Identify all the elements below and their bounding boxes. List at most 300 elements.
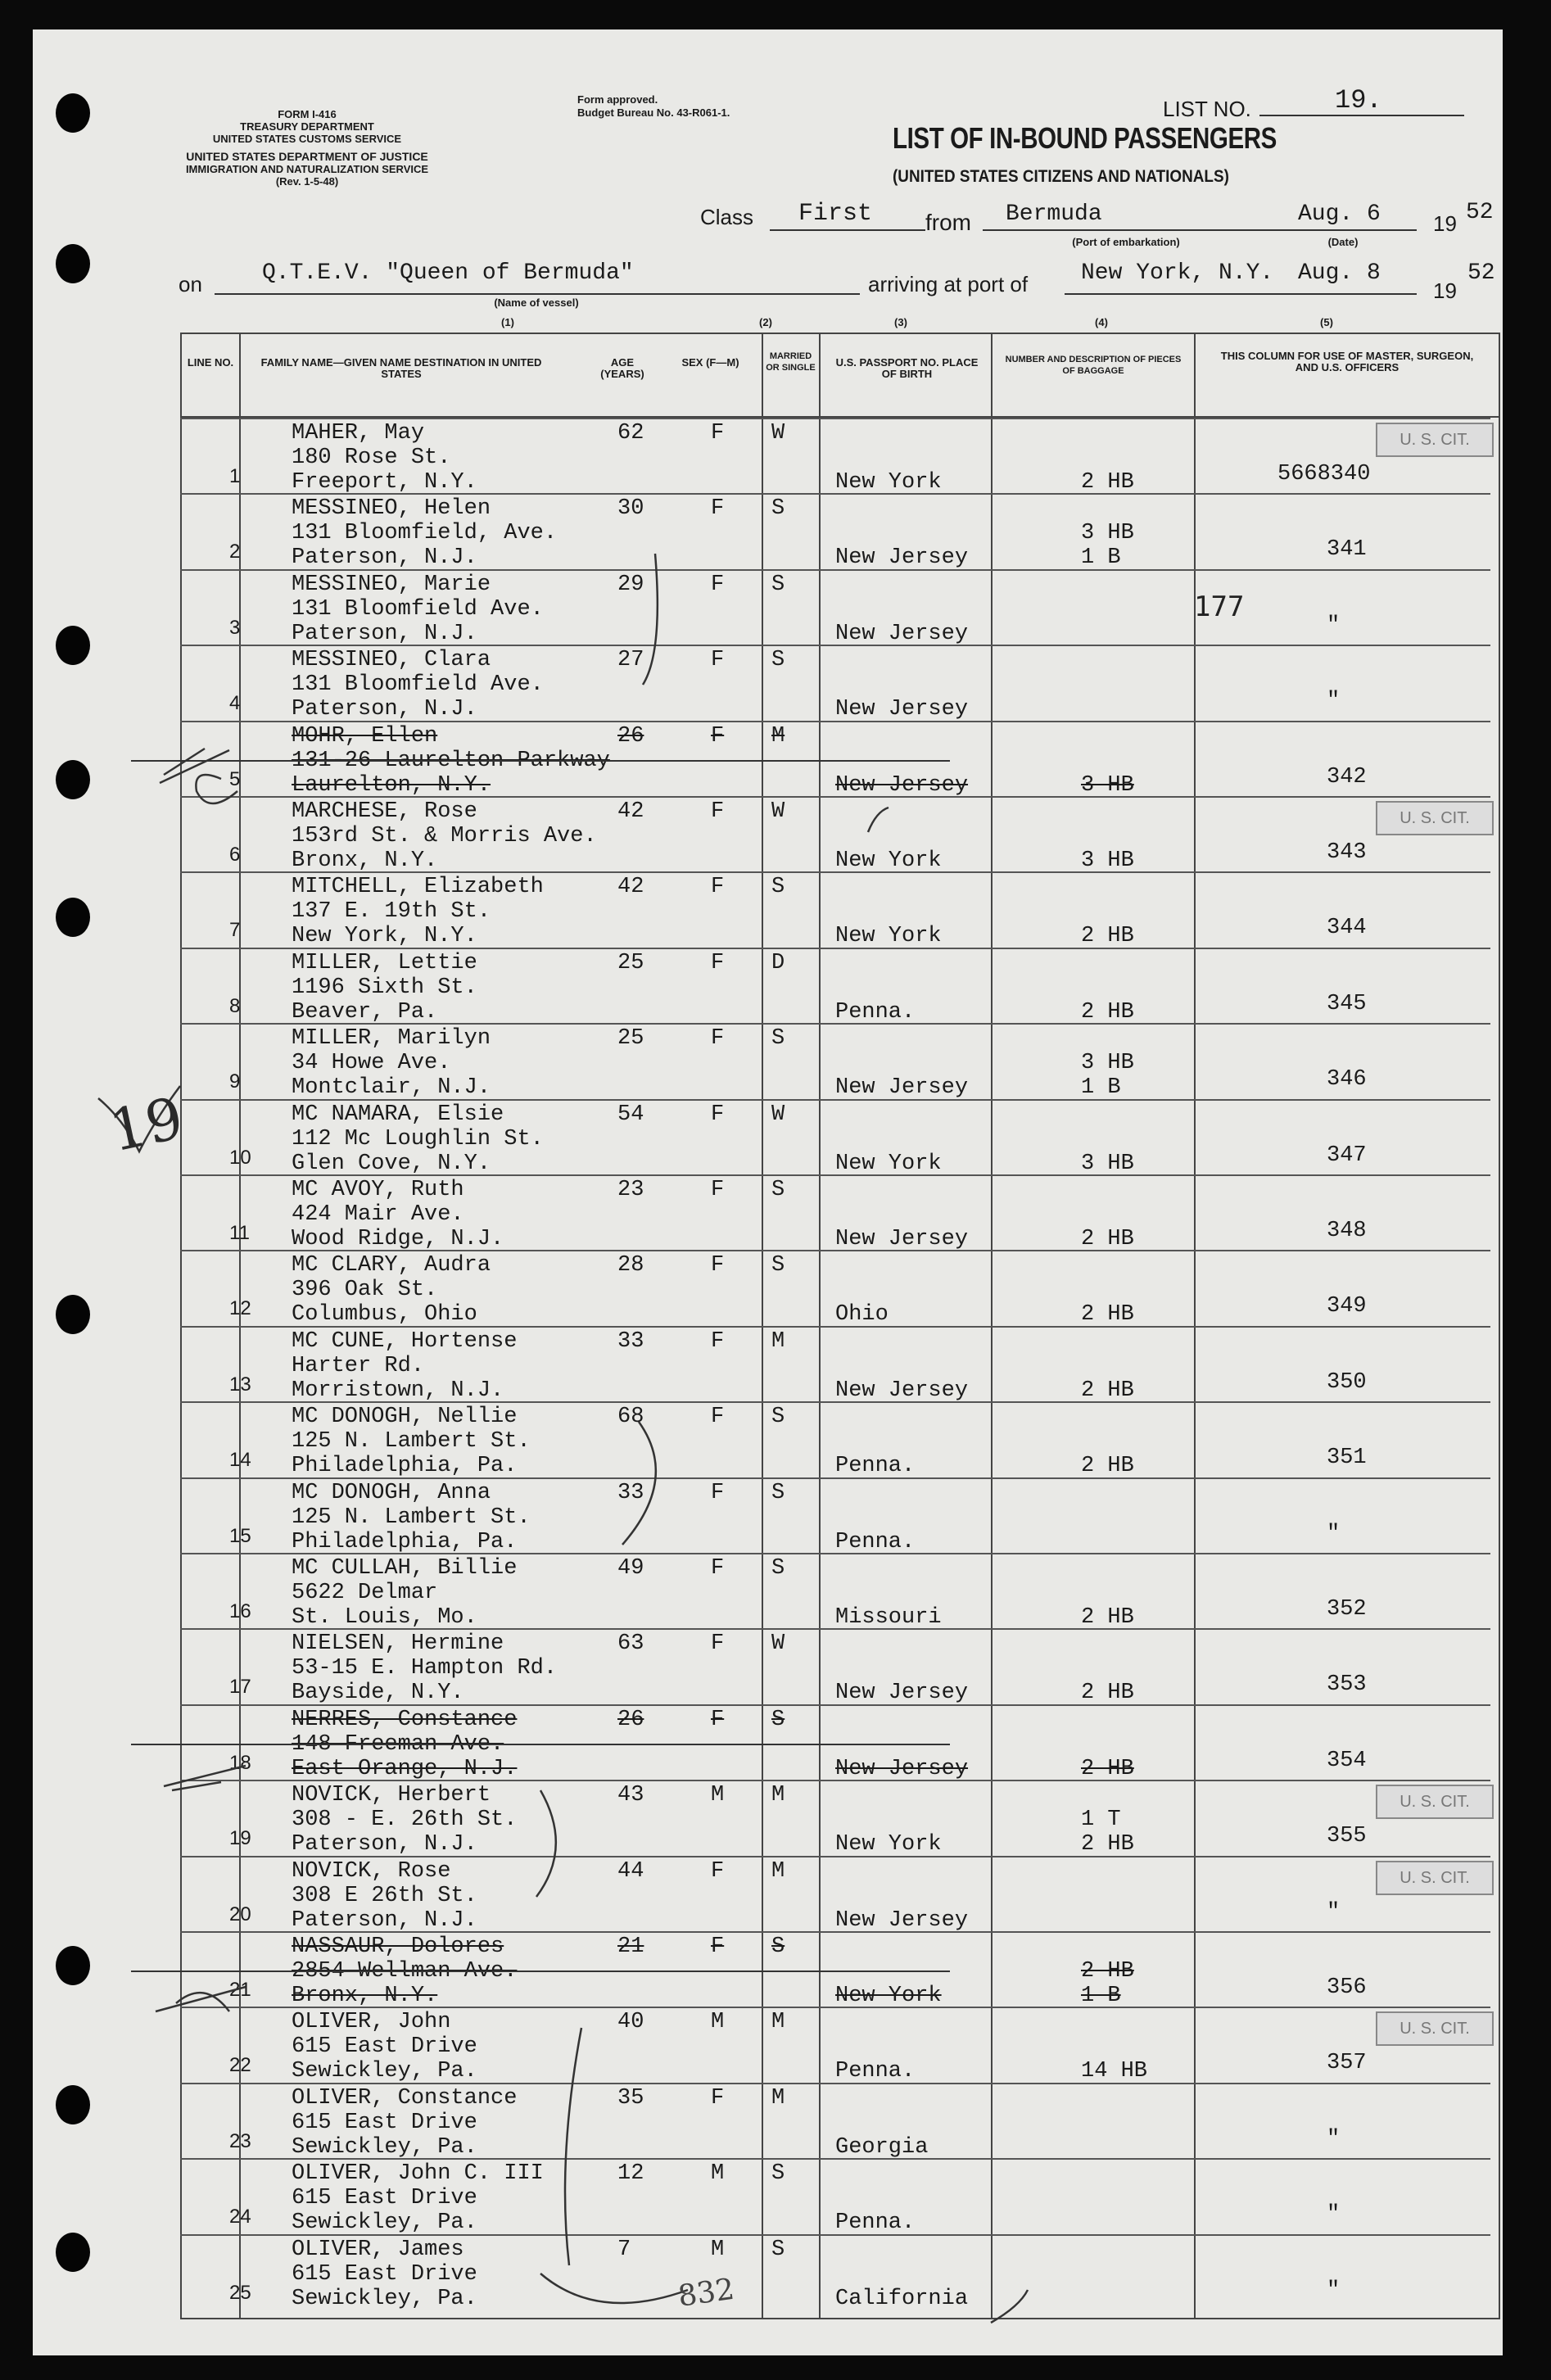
col-passport: U.S. PASSPORT NO. PLACE OF BIRTH xyxy=(835,356,979,380)
baggage-1: 2 HB xyxy=(1081,1302,1134,1328)
age: 42 xyxy=(617,799,644,824)
address-line-2: Columbus, Ohio xyxy=(292,1302,477,1328)
officer-number: 349 xyxy=(1327,1294,1367,1319)
revision-label: (Rev. 1-5-48) xyxy=(275,175,339,188)
marital-status: W xyxy=(771,1102,785,1127)
birthplace: New York xyxy=(835,1832,942,1857)
marital-status: M xyxy=(771,2085,785,2111)
address-line-1: 396 Oak St. xyxy=(292,1278,438,1303)
address-line-2: Paterson, N.J. xyxy=(292,621,477,646)
line-number: 24 xyxy=(229,2206,251,2228)
birthplace: New Jersey xyxy=(835,545,969,571)
baggage-2: 2 HB xyxy=(1081,1832,1134,1857)
marital-status: S xyxy=(771,1480,785,1505)
sex: F xyxy=(711,496,725,522)
line-number: 2 xyxy=(229,541,241,563)
sex: F xyxy=(711,648,725,673)
line-number: 3 xyxy=(229,616,241,639)
baggage-1: 2 HB xyxy=(1081,1681,1134,1706)
baggage-1: 3 HB xyxy=(1081,772,1134,798)
vessel-label: (Name of vessel) xyxy=(494,296,579,309)
customs-label: UNITED STATES CUSTOMS SERVICE xyxy=(212,133,402,145)
col-num-1: (1) xyxy=(501,316,514,328)
col-num-4: (4) xyxy=(1095,316,1108,328)
bracket-mark xyxy=(622,1422,656,1545)
bracket-mark xyxy=(565,2028,581,2265)
sex: F xyxy=(711,1102,725,1127)
birthplace: New York xyxy=(835,1984,942,2008)
passenger-name: OLIVER, Constance xyxy=(292,2085,518,2111)
address-line-1: 615 East Drive xyxy=(292,2034,477,2060)
sex: F xyxy=(711,1253,725,1278)
marital-status: S xyxy=(771,496,785,522)
col-sex: SEX (F—M) xyxy=(681,356,739,369)
address-line-2: Montclair, N.J. xyxy=(292,1075,491,1101)
line-number: 7 xyxy=(229,919,241,942)
birthplace: New Jersey xyxy=(835,1907,969,1933)
officer-number: " xyxy=(1327,2126,1341,2152)
passenger-name: NASSAUR, Dolores xyxy=(292,1934,504,1959)
sex: F xyxy=(711,421,725,446)
sex: F xyxy=(711,1328,725,1354)
birthplace: New York xyxy=(835,1151,942,1176)
address-line-1: 34 Howe Ave. xyxy=(292,1051,451,1076)
passenger-name: MC DONOGH, Nellie xyxy=(292,1405,518,1430)
sex: F xyxy=(711,723,725,749)
bracket-mark xyxy=(536,1790,556,1897)
line-number: 4 xyxy=(229,692,241,715)
baggage-1: 2 HB xyxy=(1081,1454,1134,1479)
officer-number: 342 xyxy=(1327,764,1367,790)
col-line-no: LINE NO. xyxy=(187,356,234,369)
line-number: 14 xyxy=(229,1449,251,1472)
officer-number: " xyxy=(1327,1899,1341,1925)
line-number: 11 xyxy=(229,1222,250,1244)
age: 12 xyxy=(617,2161,644,2187)
line-number: 6 xyxy=(229,844,241,866)
birthplace: Missouri xyxy=(835,1605,942,1630)
birthplace: New Jersey xyxy=(835,772,969,798)
col-officers: THIS COLUMN FOR USE OF MASTER, SURGEON, AND U.S. OFFICERS xyxy=(1220,350,1474,373)
manifest-page xyxy=(33,29,1503,2355)
birthplace: Penna. xyxy=(835,2210,916,2236)
page-title: LIST OF IN-BOUND PASSENGERS xyxy=(893,121,1277,155)
age: 28 xyxy=(617,1253,644,1278)
marital-status: S xyxy=(771,1253,785,1278)
line-number: 13 xyxy=(229,1373,251,1396)
passenger-name: MITCHELL, Elizabeth xyxy=(292,875,544,900)
passenger-name: MOHR, Ellen xyxy=(292,723,438,749)
address-line-2: Morristown, N.J. xyxy=(292,1378,504,1403)
baggage-1: 2 HB xyxy=(1081,1378,1134,1403)
marital-status: S xyxy=(771,648,785,673)
birthplace: Penna. xyxy=(835,1454,916,1479)
from-value: Bermuda xyxy=(1006,201,1102,227)
sex: F xyxy=(711,1480,725,1505)
officer-number: 352 xyxy=(1327,1597,1367,1622)
address-line-1: 53-15 E. Hampton Rd. xyxy=(292,1656,558,1681)
address-line-2: Glen Cove, N.Y. xyxy=(292,1151,491,1176)
address-line-2: Paterson, N.J. xyxy=(292,1907,477,1933)
officer-number: " xyxy=(1327,689,1341,714)
birthplace: New Jersey xyxy=(835,1075,969,1101)
year-prefix-2: 19 xyxy=(1433,278,1457,303)
sex: F xyxy=(711,1707,725,1732)
birthplace: New Jersey xyxy=(835,1227,969,1251)
sex: F xyxy=(711,950,725,975)
address-line-2: Sewickley, Pa. xyxy=(292,2286,477,2311)
officer-number: 343 xyxy=(1327,840,1367,865)
baggage-2: 1 B xyxy=(1081,1984,1121,2008)
line-number: 23 xyxy=(229,2129,251,2152)
officer-number: 351 xyxy=(1327,1446,1367,1471)
line-number: 25 xyxy=(229,2281,251,2304)
sex: F xyxy=(711,1026,725,1052)
line-number: 21 xyxy=(229,1979,251,2001)
age: 68 xyxy=(617,1405,644,1430)
address-line-1: 137 E. 19th St. xyxy=(292,899,491,925)
passenger-name: MILLER, Marilyn xyxy=(292,1026,491,1052)
sex: F xyxy=(711,1405,725,1430)
justice-label: UNITED STATES DEPARTMENT OF JUSTICE xyxy=(186,150,428,163)
arrival-date: Aug. 8 xyxy=(1298,260,1381,286)
birthplace: Penna. xyxy=(835,999,916,1025)
marital-status: D xyxy=(771,950,785,975)
line-number: 16 xyxy=(229,1600,251,1622)
budget-bureau: Budget Bureau No. 43-R061-1. xyxy=(577,106,730,119)
sex: F xyxy=(711,2085,725,2111)
address-line-1: 1196 Sixth St. xyxy=(292,975,477,1000)
age: 27 xyxy=(617,648,644,673)
year-1: 52 xyxy=(1466,200,1494,225)
address-line-2: Bronx, N.Y. xyxy=(292,1984,438,2008)
age: 30 xyxy=(617,496,644,522)
officer-number: 353 xyxy=(1327,1672,1367,1698)
baggage-1: 3 HB xyxy=(1081,521,1134,546)
officer-number: " xyxy=(1327,1521,1341,1546)
passenger-name: MC NAMARA, Elsie xyxy=(292,1102,504,1127)
marital-status: S xyxy=(771,2237,785,2262)
address-line-2: East Orange, N.J. xyxy=(292,1756,518,1781)
address-line-1: 615 East Drive xyxy=(292,2186,477,2211)
baggage-1: 2 HB xyxy=(1081,1227,1134,1251)
officer-number: 341 xyxy=(1327,537,1367,563)
departure-date: Aug. 6 xyxy=(1298,201,1381,227)
on-label: on xyxy=(179,272,202,296)
officer-number: 344 xyxy=(1327,916,1367,941)
officer-number: 350 xyxy=(1327,1369,1367,1395)
birthplace: Ohio xyxy=(835,1302,889,1328)
address-line-2: Wood Ridge, N.J. xyxy=(292,1227,504,1251)
marital-status: S xyxy=(771,1026,785,1052)
address-line-1: 424 Mair Ave. xyxy=(292,1202,464,1227)
baggage-1: 14 HB xyxy=(1081,2059,1148,2084)
age: 25 xyxy=(617,1026,644,1052)
officer-number: 348 xyxy=(1327,1219,1367,1243)
sex: F xyxy=(711,1858,725,1884)
us-citizen-stamp: U. S. CIT. xyxy=(1376,801,1494,835)
line-number: 17 xyxy=(229,1676,251,1699)
address-line-2: Philadelphia, Pa. xyxy=(292,1529,518,1554)
address-line-2: Paterson, N.J. xyxy=(292,697,477,722)
sex: F xyxy=(711,799,725,824)
age: 43 xyxy=(617,1783,644,1808)
address-line-1: 131-26 Laurelton Parkway xyxy=(292,748,610,773)
sex: F xyxy=(711,1934,725,1959)
address-line-1: 615 East Drive xyxy=(292,2110,477,2135)
address-line-2: Freeport, N.Y. xyxy=(292,470,477,495)
port-embarkation-label: (Port of embarkation) xyxy=(1072,236,1180,248)
us-citizen-stamp: U. S. CIT. xyxy=(1376,423,1494,457)
col-num-3: (3) xyxy=(894,316,907,328)
passenger-name: MILLER, Lettie xyxy=(292,950,477,975)
sex: F xyxy=(711,572,725,597)
class-label: Class xyxy=(700,205,754,229)
marital-status: M xyxy=(771,1783,785,1808)
line-number: 20 xyxy=(229,1903,251,1925)
sex: F xyxy=(711,1178,725,1202)
col-baggage: NUMBER AND DESCRIPTION OF PIECES OF BAGGAGE xyxy=(1005,355,1182,376)
line-number: 1 xyxy=(229,465,241,487)
baggage-1: 2 HB xyxy=(1081,1605,1134,1630)
birthplace: New Jersey xyxy=(835,621,969,646)
birthplace: New Jersey xyxy=(835,1756,969,1781)
passenger-name: OLIVER, John xyxy=(292,2010,451,2035)
address-line-2: Sewickley, Pa. xyxy=(292,2059,477,2084)
year-prefix-1: 19 xyxy=(1433,211,1457,236)
address-line-1: 308 E 26th St. xyxy=(292,1883,477,1908)
ins-label: IMMIGRATION AND NATURALIZATION SERVICE xyxy=(185,163,429,175)
line-number: 15 xyxy=(229,1524,251,1547)
vessel-name: Q.T.E.V. "Queen of Bermuda" xyxy=(262,260,634,286)
passenger-name: NOVICK, Herbert xyxy=(292,1783,491,1808)
signature-scrawl xyxy=(540,2274,688,2303)
passenger-name: MESSINEO, Helen xyxy=(292,496,491,522)
passenger-name: MESSINEO, Clara xyxy=(292,648,491,673)
address-line-1: 131 Bloomfield Ave. xyxy=(292,596,544,622)
class-value: First xyxy=(798,200,873,228)
col-num-2: (2) xyxy=(759,316,772,328)
address-line-2: Philadelphia, Pa. xyxy=(292,1454,518,1479)
age: 25 xyxy=(617,950,644,975)
col-num-5: (5) xyxy=(1320,316,1333,328)
sex: M xyxy=(711,1783,725,1808)
baggage-1: 2 HB xyxy=(1081,924,1134,949)
sex: M xyxy=(711,2237,725,2262)
us-citizen-stamp: U. S. CIT. xyxy=(1376,2011,1494,2046)
address-line-1: 112 Mc Loughlin St. xyxy=(292,1126,544,1152)
birthplace: New Jersey xyxy=(835,697,969,722)
address-line-2: Bronx, N.Y. xyxy=(292,848,438,873)
age: 54 xyxy=(617,1102,644,1127)
address-line-1: 180 Rose St. xyxy=(292,446,451,470)
officer-number: 5668340 xyxy=(1277,462,1371,486)
marital-status: S xyxy=(771,875,785,900)
check-mark xyxy=(156,1987,246,2011)
age: 63 xyxy=(617,1631,644,1657)
circle-mark-5 xyxy=(196,775,237,803)
address-line-1: 615 East Drive xyxy=(292,2261,477,2287)
passenger-name: OLIVER, James xyxy=(292,2237,464,2262)
age: 42 xyxy=(617,875,644,900)
baggage-2: 1 B xyxy=(1081,1075,1121,1101)
passenger-name: MAHER, May xyxy=(292,421,425,446)
baggage-1: 2 HB xyxy=(1081,470,1134,495)
age: 35 xyxy=(617,2085,644,2111)
line-number: 19 xyxy=(229,1827,251,1850)
age: 62 xyxy=(617,421,644,446)
officer-number: 357 xyxy=(1327,2051,1367,2076)
baggage-1: 2 HB xyxy=(1081,1959,1134,1984)
line-number: 9 xyxy=(229,1070,241,1093)
passenger-name: OLIVER, John C. III xyxy=(292,2161,544,2187)
signature-number: 832 xyxy=(676,2272,737,2314)
age: 33 xyxy=(617,1328,644,1354)
officer-number: 347 xyxy=(1327,1142,1367,1168)
address-line-1: 5622 Delmar xyxy=(292,1581,438,1605)
officer-number: " xyxy=(1327,2202,1341,2228)
marital-status: S xyxy=(771,1405,785,1430)
marital-status: S xyxy=(771,2161,785,2187)
line-number: 5 xyxy=(229,767,241,790)
from-label: from xyxy=(925,210,971,235)
birthplace: Penna. xyxy=(835,2059,916,2084)
col-age: AGE (YEARS) xyxy=(600,356,644,380)
tick-mark xyxy=(868,808,889,832)
address-line-2: Bayside, N.Y. xyxy=(292,1681,464,1706)
officer-number: 354 xyxy=(1327,1748,1367,1773)
address-line-2: Sewickley, Pa. xyxy=(292,2134,477,2160)
birthplace: Georgia xyxy=(835,2134,929,2160)
baggage-2: 1 B xyxy=(1081,545,1121,571)
sex: F xyxy=(711,1556,725,1581)
passenger-name: MARCHESE, Rose xyxy=(292,799,477,824)
address-line-1: 2854 Wellman Ave. xyxy=(292,1959,518,1984)
birthplace: New York xyxy=(835,470,942,495)
officer-number: 346 xyxy=(1327,1067,1367,1093)
handwriting-overlay xyxy=(33,29,1503,2355)
address-line-2: Paterson, N.J. xyxy=(292,1832,477,1857)
form-approved: Form approved. xyxy=(577,93,658,106)
marital-status: S xyxy=(771,1934,785,1959)
address-line-1: 131 Bloomfield Ave. xyxy=(292,672,544,698)
passenger-name: MC AVOY, Ruth xyxy=(292,1178,464,1202)
birthplace: New York xyxy=(835,848,942,873)
marital-status: M xyxy=(771,2010,785,2035)
sex: M xyxy=(711,2010,725,2035)
treasury-label: TREASURY DEPARTMENT xyxy=(240,120,374,133)
sex: F xyxy=(711,1631,725,1657)
tick-mark xyxy=(991,2290,1028,2323)
marital-status: M xyxy=(771,1858,785,1884)
col-married: MARRIED OR SINGLE xyxy=(766,351,816,373)
marital-status: W xyxy=(771,421,785,446)
marital-status: S xyxy=(771,1556,785,1581)
arrival-port: New York, N.Y. xyxy=(1081,260,1274,286)
us-citizen-stamp: U. S. CIT. xyxy=(1376,1785,1494,1819)
address-line-1: 153rd St. & Morris Ave. xyxy=(292,824,597,848)
marital-status: M xyxy=(771,1328,785,1354)
marital-status: S xyxy=(771,1178,785,1202)
form-number: FORM I-416 xyxy=(278,108,337,120)
age: 49 xyxy=(617,1556,644,1581)
list-no-label: LIST NO. xyxy=(1163,97,1251,121)
age: 33 xyxy=(617,1480,644,1505)
arriving-label: arriving at port of xyxy=(868,272,1029,296)
address-line-1: Harter Rd. xyxy=(292,1353,425,1378)
list-number: 19. xyxy=(1335,85,1382,115)
address-line-2: Laurelton, N.Y. xyxy=(292,772,491,798)
marital-status: S xyxy=(771,572,785,597)
line-number: 18 xyxy=(229,1751,251,1774)
passenger-name: MESSINEO, Marie xyxy=(292,572,491,597)
birthplace: California xyxy=(835,2286,969,2311)
marital-status: S xyxy=(771,1707,785,1732)
address-line-2: St. Louis, Mo. xyxy=(292,1605,477,1630)
officer-number: 345 xyxy=(1327,991,1367,1016)
age: 26 xyxy=(617,1707,644,1732)
subtitle: (UNITED STATES CITIZENS AND NATIONALS) xyxy=(893,167,1229,186)
officer-number: 355 xyxy=(1327,1824,1367,1849)
marital-status: W xyxy=(771,799,785,824)
address-line-2: Paterson, N.J. xyxy=(292,545,477,571)
passenger-name: MC CLARY, Audra xyxy=(292,1253,491,1278)
side-number: 177 xyxy=(1194,590,1245,623)
address-line-1: 308 - E. 26th St. xyxy=(292,1808,518,1833)
baggage-1: 3 HB xyxy=(1081,848,1134,873)
address-line-2: Sewickley, Pa. xyxy=(292,2210,477,2236)
address-line-1: 125 N. Lambert St. xyxy=(292,1429,531,1455)
year-2: 52 xyxy=(1467,260,1495,286)
margin-note: 19 xyxy=(103,1084,189,1165)
officer-number: " xyxy=(1327,2278,1341,2303)
bracket-mark xyxy=(643,554,658,685)
address-line-2: Beaver, Pa. xyxy=(292,999,438,1025)
address-line-2: New York, N.Y. xyxy=(292,924,477,949)
baggage-1: 1 T xyxy=(1081,1808,1121,1833)
age: 7 xyxy=(617,2237,631,2262)
passenger-name: MC CUNE, Hortense xyxy=(292,1328,518,1354)
passenger-name: NOVICK, Rose xyxy=(292,1858,451,1884)
birthplace: Penna. xyxy=(835,1529,916,1554)
date-label: (Date) xyxy=(1327,236,1359,248)
address-line-1: 131 Bloomfield, Ave. xyxy=(292,521,558,546)
sex: F xyxy=(711,875,725,900)
passenger-name: NERRES, Constance xyxy=(292,1707,518,1732)
passenger-name: NIELSEN, Hermine xyxy=(292,1631,504,1657)
address-line-1: 125 N. Lambert St. xyxy=(292,1504,531,1530)
officer-number: " xyxy=(1327,613,1341,638)
birthplace: New York xyxy=(835,924,942,949)
age: 29 xyxy=(617,572,644,597)
line-number: 10 xyxy=(229,1146,251,1169)
sex: M xyxy=(711,2161,725,2187)
line-number: 12 xyxy=(229,1297,251,1320)
check-mark xyxy=(164,1766,246,1790)
baggage-1: 3 HB xyxy=(1081,1151,1134,1176)
us-citizen-stamp: U. S. CIT. xyxy=(1376,1861,1494,1895)
baggage-1: 3 HB xyxy=(1081,1051,1134,1076)
address-line-1: 148 Freeman Ave. xyxy=(292,1731,504,1757)
line-number: 8 xyxy=(229,994,241,1017)
age: 26 xyxy=(617,723,644,749)
age: 21 xyxy=(617,1934,644,1959)
age: 23 xyxy=(617,1178,644,1202)
age: 44 xyxy=(617,1858,644,1884)
age: 40 xyxy=(617,2010,644,2035)
birthplace: New Jersey xyxy=(835,1378,969,1403)
birthplace: New Jersey xyxy=(835,1681,969,1706)
